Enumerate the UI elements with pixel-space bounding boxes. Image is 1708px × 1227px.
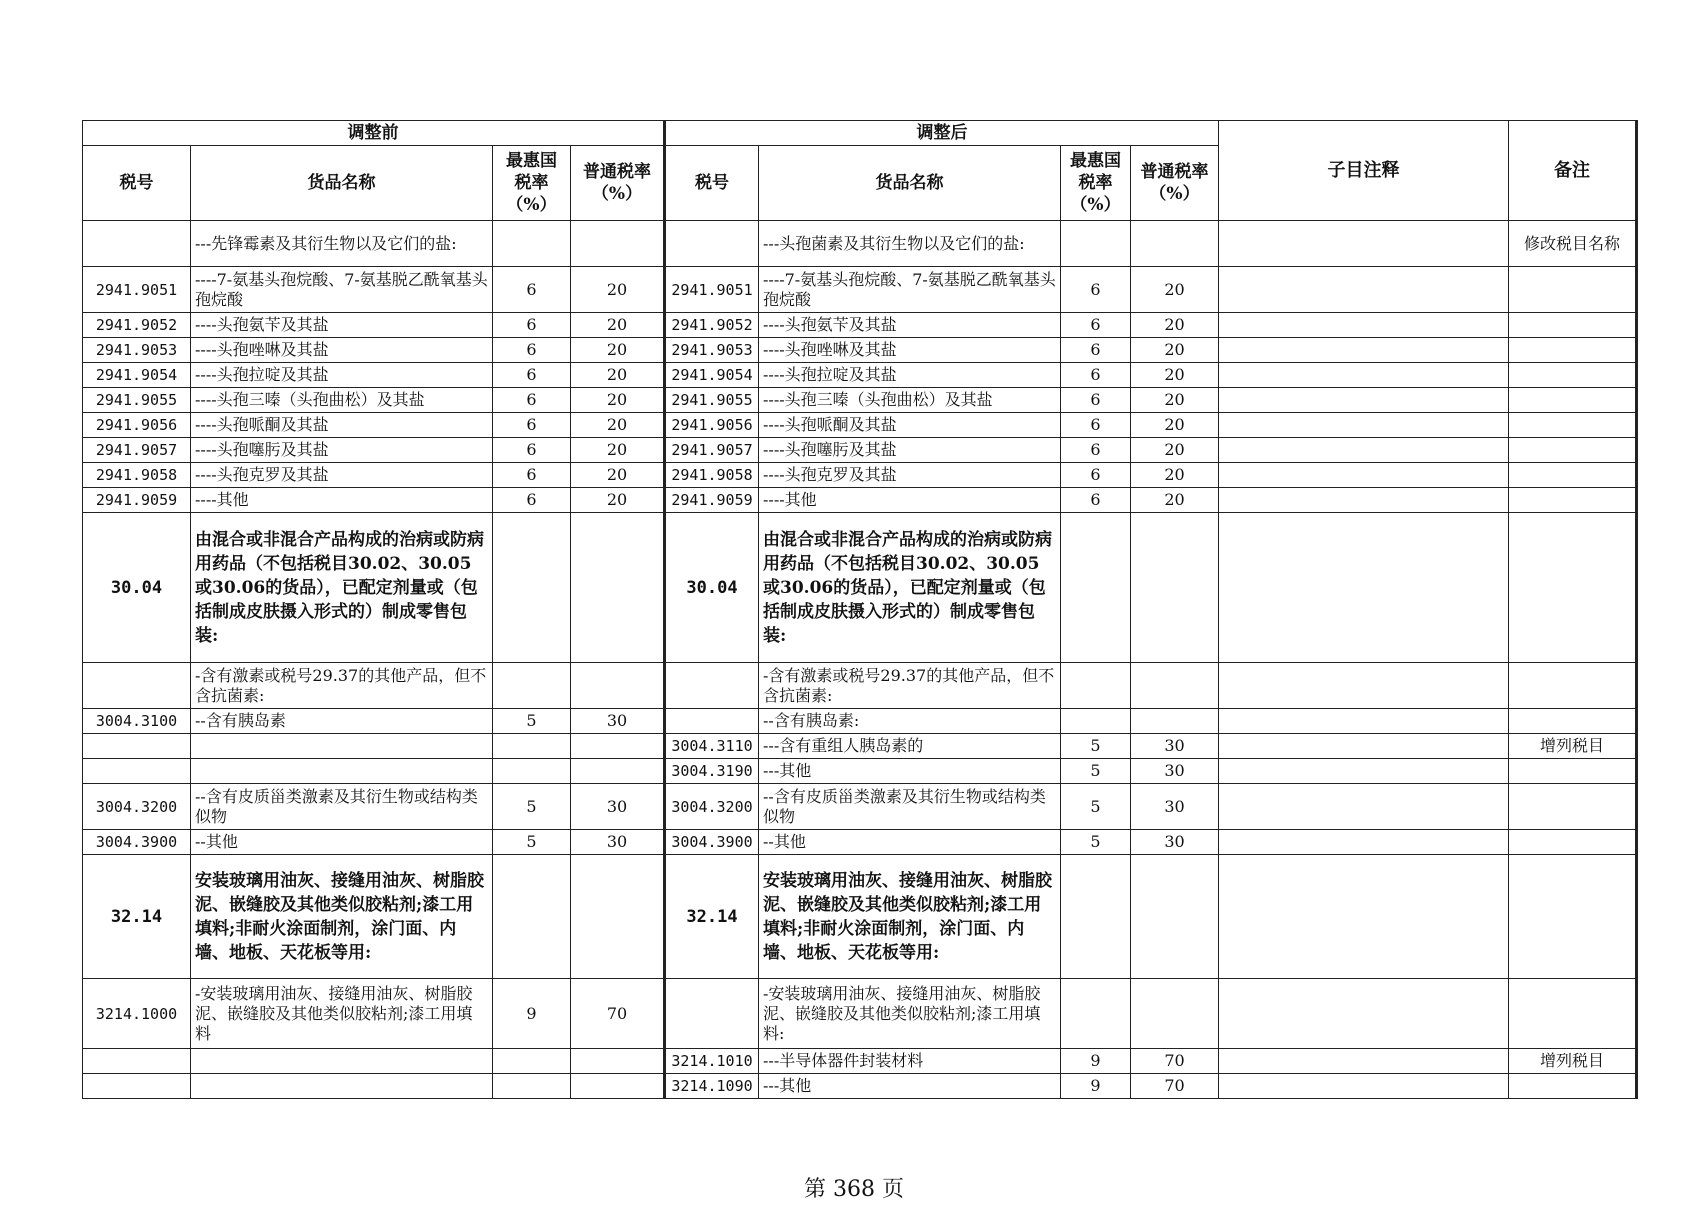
before-general-cell bbox=[571, 1074, 665, 1099]
after-name-cell: ----其他 bbox=[759, 488, 1061, 513]
before-group-header: 调整前 bbox=[83, 121, 665, 146]
before-name-cell bbox=[191, 1049, 493, 1074]
after-code-cell bbox=[665, 221, 759, 267]
before-code-cell: 2941.9059 bbox=[83, 488, 191, 513]
subheading-note-cell bbox=[1219, 1074, 1509, 1099]
after-name-cell: 由混合或非混合产品构成的治病或防病用药品（不包括税目30.02、30.05或30.06的货品），已配定剂量或（包括制成皮肤摄入形式的）制成零售包装: bbox=[759, 513, 1061, 663]
before-code-header: 税号 bbox=[83, 146, 191, 221]
after-general-cell: 20 bbox=[1131, 313, 1219, 338]
after-code-cell: 3214.1090 bbox=[665, 1074, 759, 1099]
after-mfn-cell bbox=[1061, 979, 1131, 1049]
before-general-cell bbox=[571, 513, 665, 663]
after-name-cell: --其他 bbox=[759, 830, 1061, 855]
before-mfn-cell: 6 bbox=[493, 413, 571, 438]
before-name-cell: -含有激素或税号29.37的其他产品，但不含抗菌素: bbox=[191, 663, 493, 709]
before-name-cell bbox=[191, 1074, 493, 1099]
after-code-cell: 32.14 bbox=[665, 855, 759, 979]
before-mfn-cell bbox=[493, 1049, 571, 1074]
before-code-cell bbox=[83, 759, 191, 784]
remarks-cell: 修改税目名称 bbox=[1509, 221, 1637, 267]
subheading-note-cell bbox=[1219, 830, 1509, 855]
before-general-cell: 20 bbox=[571, 313, 665, 338]
after-group-header: 调整后 bbox=[665, 121, 1219, 146]
remarks-cell: 增列税目 bbox=[1509, 734, 1637, 759]
after-code-cell: 2941.9058 bbox=[665, 463, 759, 488]
subheading-note-cell bbox=[1219, 363, 1509, 388]
before-code-cell bbox=[83, 1074, 191, 1099]
remarks-cell: 增列税目 bbox=[1509, 1049, 1637, 1074]
after-mfn-cell: 6 bbox=[1061, 413, 1131, 438]
before-name-cell: ----7-氨基头孢烷酸、7-氨基脱乙酰氧基头孢烷酸 bbox=[191, 267, 493, 313]
before-general-cell bbox=[571, 734, 665, 759]
before-code-cell bbox=[83, 1049, 191, 1074]
after-code-cell: 30.04 bbox=[665, 513, 759, 663]
before-code-cell: 32.14 bbox=[83, 855, 191, 979]
before-code-cell: 2941.9053 bbox=[83, 338, 191, 363]
after-code-cell: 3214.1010 bbox=[665, 1049, 759, 1074]
before-general-cell: 20 bbox=[571, 388, 665, 413]
after-mfn-cell: 6 bbox=[1061, 363, 1131, 388]
after-name-cell: -安装玻璃用油灰、接缝用油灰、树脂胶泥、嵌缝胶及其他类似胶粘剂;漆工用填料: bbox=[759, 979, 1061, 1049]
table-row bbox=[83, 488, 1637, 513]
before-mfn-header: 最惠国 税率 （%） bbox=[493, 146, 571, 221]
after-code-cell: 2941.9059 bbox=[665, 488, 759, 513]
after-name-cell: ----头孢三嗪（头孢曲松）及其盐 bbox=[759, 388, 1061, 413]
after-name-cell: ---含有重组人胰岛素的 bbox=[759, 734, 1061, 759]
after-general-cell: 20 bbox=[1131, 488, 1219, 513]
after-code-cell bbox=[665, 979, 759, 1049]
before-general-cell bbox=[571, 1049, 665, 1074]
subheading-note-cell bbox=[1219, 338, 1509, 363]
subheading-note-cell bbox=[1219, 759, 1509, 784]
after-mfn-cell bbox=[1061, 663, 1131, 709]
after-mfn-cell: 6 bbox=[1061, 488, 1131, 513]
before-code-cell: 3004.3100 bbox=[83, 709, 191, 734]
after-name-cell: 安装玻璃用油灰、接缝用油灰、树脂胶泥、嵌缝胶及其他类似胶粘剂;漆工用填料;非耐火涂面制剂，涂门面、内墙、地板、天花板等用: bbox=[759, 855, 1061, 979]
after-name-cell: ---其他 bbox=[759, 759, 1061, 784]
after-mfn-cell: 5 bbox=[1061, 734, 1131, 759]
before-mfn-cell bbox=[493, 663, 571, 709]
before-mfn-cell: 6 bbox=[493, 438, 571, 463]
before-general-cell: 20 bbox=[571, 338, 665, 363]
remarks-cell bbox=[1509, 488, 1637, 513]
after-code-cell: 2941.9055 bbox=[665, 388, 759, 413]
after-name-cell: ----7-氨基头孢烷酸、7-氨基脱乙酰氧基头孢烷酸 bbox=[759, 267, 1061, 313]
after-mfn-cell: 9 bbox=[1061, 1049, 1131, 1074]
table-row bbox=[83, 709, 1637, 734]
after-general-cell: 70 bbox=[1131, 1074, 1219, 1099]
remarks-cell bbox=[1509, 855, 1637, 979]
before-general-cell bbox=[571, 855, 665, 979]
before-name-cell: ----头孢三嗪（头孢曲松）及其盐 bbox=[191, 388, 493, 413]
after-general-cell: 30 bbox=[1131, 734, 1219, 759]
table-row bbox=[83, 759, 1637, 784]
before-name-cell: -安装玻璃用油灰、接缝用油灰、树脂胶泥、嵌缝胶及其他类似胶粘剂;漆工用填料 bbox=[191, 979, 493, 1049]
before-code-cell bbox=[83, 734, 191, 759]
table-row bbox=[83, 388, 1637, 413]
after-code-cell: 2941.9051 bbox=[665, 267, 759, 313]
before-code-cell: 2941.9057 bbox=[83, 438, 191, 463]
subheading-note-cell bbox=[1219, 388, 1509, 413]
subheading-note-cell bbox=[1219, 413, 1509, 438]
before-mfn-cell bbox=[493, 855, 571, 979]
remarks-cell bbox=[1509, 979, 1637, 1049]
after-code-header: 税号 bbox=[665, 146, 759, 221]
before-mfn-cell: 6 bbox=[493, 463, 571, 488]
remarks-cell bbox=[1509, 1074, 1637, 1099]
remarks-cell bbox=[1509, 709, 1637, 734]
subheading-note-cell bbox=[1219, 709, 1509, 734]
table-row bbox=[83, 855, 1637, 979]
after-code-cell: 2941.9054 bbox=[665, 363, 759, 388]
after-general-cell: 20 bbox=[1131, 267, 1219, 313]
after-code-cell: 2941.9056 bbox=[665, 413, 759, 438]
before-name-cell bbox=[191, 759, 493, 784]
before-code-cell: 2941.9054 bbox=[83, 363, 191, 388]
page-number: 第 368 页 bbox=[804, 1177, 904, 1202]
remarks-cell bbox=[1509, 338, 1637, 363]
before-mfn-cell: 6 bbox=[493, 388, 571, 413]
group-header-row bbox=[83, 121, 1637, 146]
table-row bbox=[83, 830, 1637, 855]
before-mfn-cell bbox=[493, 734, 571, 759]
remarks-header: 备注 bbox=[1509, 121, 1637, 221]
before-name-cell: ----头孢克罗及其盐 bbox=[191, 463, 493, 488]
after-name-cell: -含有激素或税号29.37的其他产品，但不含抗菌素: bbox=[759, 663, 1061, 709]
tariff-sheet bbox=[82, 120, 1636, 1099]
subheading-note-cell bbox=[1219, 663, 1509, 709]
subheading-note-cell bbox=[1219, 734, 1509, 759]
subheading-note-cell bbox=[1219, 855, 1509, 979]
after-mfn-cell: 5 bbox=[1061, 759, 1131, 784]
subheading-note-cell bbox=[1219, 267, 1509, 313]
table-row bbox=[83, 413, 1637, 438]
before-general-cell: 20 bbox=[571, 267, 665, 313]
before-mfn-cell: 5 bbox=[493, 709, 571, 734]
before-code-cell bbox=[83, 663, 191, 709]
after-mfn-cell: 6 bbox=[1061, 267, 1131, 313]
before-name-cell: ----头孢氨苄及其盐 bbox=[191, 313, 493, 338]
before-general-cell bbox=[571, 221, 665, 267]
before-name-cell: ----头孢噻肟及其盐 bbox=[191, 438, 493, 463]
after-general-cell: 70 bbox=[1131, 1049, 1219, 1074]
before-general-cell: 30 bbox=[571, 784, 665, 830]
before-general-cell: 20 bbox=[571, 363, 665, 388]
after-general-cell bbox=[1131, 855, 1219, 979]
table-row bbox=[83, 221, 1637, 267]
remarks-cell bbox=[1509, 363, 1637, 388]
after-name-cell: ---半导体器件封装材料 bbox=[759, 1049, 1061, 1074]
before-general-cell: 20 bbox=[571, 463, 665, 488]
before-general-cell: 30 bbox=[571, 709, 665, 734]
before-name-cell: ----其他 bbox=[191, 488, 493, 513]
remarks-cell bbox=[1509, 513, 1637, 663]
after-general-cell: 30 bbox=[1131, 830, 1219, 855]
table-row bbox=[83, 313, 1637, 338]
after-code-cell: 3004.3190 bbox=[665, 759, 759, 784]
table-row bbox=[83, 438, 1637, 463]
before-code-cell: 3004.3200 bbox=[83, 784, 191, 830]
before-name-cell: 安装玻璃用油灰、接缝用油灰、树脂胶泥、嵌缝胶及其他类似胶粘剂;漆工用填料;非耐火涂面制剂，涂门面、内墙、地板、天花板等用: bbox=[191, 855, 493, 979]
after-mfn-cell: 6 bbox=[1061, 313, 1131, 338]
table-row bbox=[83, 267, 1637, 313]
before-name-cell: 由混合或非混合产品构成的治病或防病用药品（不包括税目30.02、30.05或30.06的货品），已配定剂量或（包括制成皮肤摄入形式的）制成零售包装: bbox=[191, 513, 493, 663]
before-code-cell: 2941.9058 bbox=[83, 463, 191, 488]
after-mfn-cell: 6 bbox=[1061, 388, 1131, 413]
table-row bbox=[83, 734, 1637, 759]
before-mfn-cell bbox=[493, 221, 571, 267]
after-name-cell: ----头孢唑啉及其盐 bbox=[759, 338, 1061, 363]
table-row bbox=[83, 363, 1637, 388]
table-row bbox=[83, 338, 1637, 363]
before-mfn-cell bbox=[493, 1074, 571, 1099]
subheading-note-header: 子目注释 bbox=[1219, 121, 1509, 221]
after-general-header: 普通税率 （%） bbox=[1131, 146, 1219, 221]
remarks-cell bbox=[1509, 759, 1637, 784]
before-general-cell: 30 bbox=[571, 830, 665, 855]
after-name-cell: ----头孢氨苄及其盐 bbox=[759, 313, 1061, 338]
after-general-cell: 20 bbox=[1131, 413, 1219, 438]
before-general-cell bbox=[571, 759, 665, 784]
before-name-cell: ----头孢哌酮及其盐 bbox=[191, 413, 493, 438]
after-general-cell: 20 bbox=[1131, 338, 1219, 363]
table-row bbox=[83, 463, 1637, 488]
subheading-note-cell bbox=[1219, 463, 1509, 488]
after-mfn-cell: 5 bbox=[1061, 830, 1131, 855]
before-general-cell: 20 bbox=[571, 488, 665, 513]
before-name-cell: ----头孢拉啶及其盐 bbox=[191, 363, 493, 388]
subheading-note-cell bbox=[1219, 513, 1509, 663]
table-row bbox=[83, 784, 1637, 830]
table-row bbox=[83, 1049, 1637, 1074]
before-general-cell bbox=[571, 663, 665, 709]
after-general-cell bbox=[1131, 979, 1219, 1049]
before-code-cell: 2941.9051 bbox=[83, 267, 191, 313]
after-code-cell: 3004.3900 bbox=[665, 830, 759, 855]
before-general-cell: 20 bbox=[571, 413, 665, 438]
table-body bbox=[83, 221, 1637, 1099]
remarks-cell bbox=[1509, 413, 1637, 438]
after-general-cell: 30 bbox=[1131, 759, 1219, 784]
after-code-cell bbox=[665, 663, 759, 709]
before-mfn-cell: 5 bbox=[493, 830, 571, 855]
before-name-cell bbox=[191, 734, 493, 759]
subheading-note-cell bbox=[1219, 979, 1509, 1049]
after-name-cell: --含有胰岛素: bbox=[759, 709, 1061, 734]
after-name-cell: ---其他 bbox=[759, 1074, 1061, 1099]
after-general-cell bbox=[1131, 221, 1219, 267]
remarks-cell bbox=[1509, 313, 1637, 338]
before-mfn-cell: 5 bbox=[493, 784, 571, 830]
remarks-cell bbox=[1509, 438, 1637, 463]
before-name-cell: ----头孢唑啉及其盐 bbox=[191, 338, 493, 363]
after-name-cell: ----头孢哌酮及其盐 bbox=[759, 413, 1061, 438]
after-general-cell bbox=[1131, 663, 1219, 709]
before-mfn-cell: 9 bbox=[493, 979, 571, 1049]
before-mfn-cell: 6 bbox=[493, 488, 571, 513]
before-name-cell: --含有皮质甾类激素及其衍生物或结构类似物 bbox=[191, 784, 493, 830]
after-name-cell: --含有皮质甾类激素及其衍生物或结构类似物 bbox=[759, 784, 1061, 830]
after-general-cell bbox=[1131, 709, 1219, 734]
after-mfn-cell bbox=[1061, 855, 1131, 979]
before-general-cell: 20 bbox=[571, 438, 665, 463]
after-mfn-cell: 5 bbox=[1061, 784, 1131, 830]
before-name-cell: --含有胰岛素 bbox=[191, 709, 493, 734]
after-name-cell: ----头孢拉啶及其盐 bbox=[759, 363, 1061, 388]
after-mfn-cell: 6 bbox=[1061, 463, 1131, 488]
before-code-cell: 30.04 bbox=[83, 513, 191, 663]
subheading-note-cell bbox=[1219, 221, 1509, 267]
after-name-header: 货品名称 bbox=[759, 146, 1061, 221]
after-code-cell: 2941.9053 bbox=[665, 338, 759, 363]
before-code-cell: 2941.9052 bbox=[83, 313, 191, 338]
before-name-cell: --其他 bbox=[191, 830, 493, 855]
before-code-cell: 2941.9055 bbox=[83, 388, 191, 413]
before-code-cell: 3004.3900 bbox=[83, 830, 191, 855]
subheading-note-cell bbox=[1219, 784, 1509, 830]
remarks-cell bbox=[1509, 463, 1637, 488]
before-code-cell: 2941.9056 bbox=[83, 413, 191, 438]
table-row bbox=[83, 1074, 1637, 1099]
table-row bbox=[83, 513, 1637, 663]
after-general-cell: 20 bbox=[1131, 463, 1219, 488]
before-name-header: 货品名称 bbox=[191, 146, 493, 221]
after-general-cell bbox=[1131, 513, 1219, 663]
before-mfn-cell: 6 bbox=[493, 313, 571, 338]
tariff-adjustment-table bbox=[82, 120, 1638, 1099]
table-row bbox=[83, 979, 1637, 1049]
remarks-cell bbox=[1509, 830, 1637, 855]
before-name-cell: ---先锋霉素及其衍生物以及它们的盐: bbox=[191, 221, 493, 267]
remarks-cell bbox=[1509, 663, 1637, 709]
after-mfn-cell: 6 bbox=[1061, 438, 1131, 463]
after-code-cell: 2941.9052 bbox=[665, 313, 759, 338]
subheading-note-cell bbox=[1219, 313, 1509, 338]
after-mfn-cell bbox=[1061, 221, 1131, 267]
after-mfn-cell: 6 bbox=[1061, 338, 1131, 363]
after-mfn-header: 最惠国 税率 （%） bbox=[1061, 146, 1131, 221]
after-name-cell: ----头孢噻肟及其盐 bbox=[759, 438, 1061, 463]
after-mfn-cell: 9 bbox=[1061, 1074, 1131, 1099]
remarks-cell bbox=[1509, 388, 1637, 413]
after-code-cell bbox=[665, 709, 759, 734]
remarks-cell bbox=[1509, 784, 1637, 830]
after-general-cell: 20 bbox=[1131, 388, 1219, 413]
before-mfn-cell: 6 bbox=[493, 267, 571, 313]
before-general-cell: 70 bbox=[571, 979, 665, 1049]
after-code-cell: 2941.9057 bbox=[665, 438, 759, 463]
table-row bbox=[83, 663, 1637, 709]
after-general-cell: 30 bbox=[1131, 784, 1219, 830]
before-code-cell bbox=[83, 221, 191, 267]
after-code-cell: 3004.3200 bbox=[665, 784, 759, 830]
after-general-cell: 20 bbox=[1131, 438, 1219, 463]
subheading-note-cell bbox=[1219, 488, 1509, 513]
subheading-note-cell bbox=[1219, 1049, 1509, 1074]
before-mfn-cell: 6 bbox=[493, 338, 571, 363]
before-mfn-cell bbox=[493, 759, 571, 784]
after-general-cell: 20 bbox=[1131, 363, 1219, 388]
after-mfn-cell bbox=[1061, 709, 1131, 734]
before-mfn-cell: 6 bbox=[493, 363, 571, 388]
before-general-header: 普通税率 （%） bbox=[571, 146, 665, 221]
after-mfn-cell bbox=[1061, 513, 1131, 663]
remarks-cell bbox=[1509, 267, 1637, 313]
subheading-note-cell bbox=[1219, 438, 1509, 463]
after-name-cell: ---头孢菌素及其衍生物以及它们的盐: bbox=[759, 221, 1061, 267]
after-code-cell: 3004.3110 bbox=[665, 734, 759, 759]
after-name-cell: ----头孢克罗及其盐 bbox=[759, 463, 1061, 488]
before-code-cell: 3214.1000 bbox=[83, 979, 191, 1049]
before-mfn-cell bbox=[493, 513, 571, 663]
